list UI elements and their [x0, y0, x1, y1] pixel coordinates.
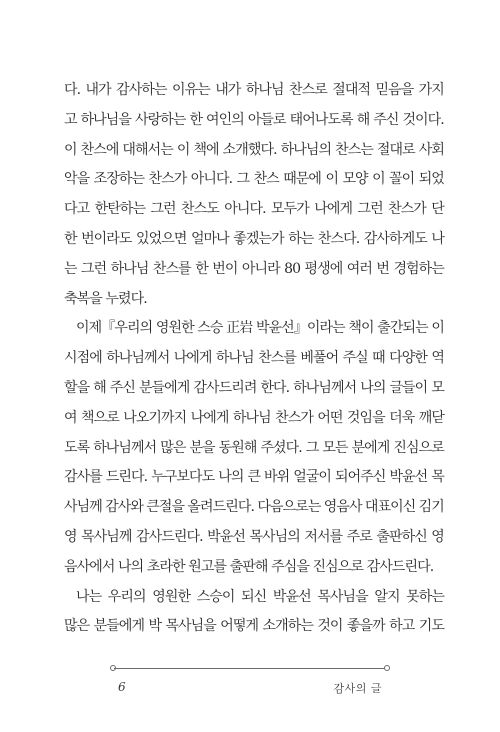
text-line: 많은 분들에게 박 목사님을 어떻게 소개하는 것이 좋을까 하고 기도	[64, 618, 444, 635]
text-line: 음사에서 나의 초라한 원고를 출판해 주심을 진심으로 감사드린다.	[64, 558, 434, 575]
running-title: 감사의 글	[333, 682, 382, 695]
divider-line	[114, 668, 386, 669]
text-line: 고 하나님을 사랑하는 한 여인의 아들로 태어나도록 해 주신 것이다.	[64, 111, 444, 128]
text-line: 이제『우리의 영원한 스승 正岩 박윤선』이라는 책이 출간되는 이	[76, 320, 444, 337]
text-line: 축복을 누렸다.	[64, 290, 147, 307]
divider-right-ornament	[384, 665, 390, 671]
footer-divider	[110, 665, 390, 673]
text-line: 할을 해 주신 분들에게 감사드리려 한다. 하나님께서 나의 글들이 모	[64, 379, 444, 396]
text-line: 이 찬스에 대해서는 이 책에 소개했다. 하나님의 찬스는 절대로 사회	[64, 141, 444, 158]
text-line: 는 그런 하나님 찬스를 한 번이 아니라 80 평생에 여러 번 경험하는	[64, 260, 444, 277]
text-line: 한 번이라도 있었으면 얼마나 좋겠는가 하는 찬스다. 감사하게도 나	[64, 230, 444, 247]
text-line: 시점에 하나님께서 나에게 하나님 찬스를 베풀어 주실 때 다양한 역	[64, 350, 444, 367]
text-line: 나는 우리의 영원한 스승이 되신 박윤선 목사님을 알지 못하는	[76, 588, 444, 605]
text-line: 도록 하나님께서 많은 분을 동원해 주셨다. 그 모든 분에게 진심으로	[64, 439, 444, 456]
text-line: 다. 내가 감사하는 이유는 내가 하나님 찬스로 절대적 믿음을 가지	[64, 82, 444, 98]
page-number: 6	[118, 680, 126, 694]
text-line: 다고 한탄하는 그런 찬스도 아니다. 모두가 나에게 그런 찬스가 단	[64, 201, 444, 218]
body-text	[64, 76, 444, 642]
text-line: 영 목사님께 감사드린다. 박윤선 목사님의 저서를 주로 출판하신 영	[64, 528, 444, 545]
text-line: 감사를 드린다. 누구보다도 나의 큰 바위 얼굴이 되어주신 박윤선 목	[64, 469, 444, 486]
text-line: 악을 조장하는 찬스가 아니다. 그 찬스 때문에 이 모양 이 꼴이 되었	[64, 171, 444, 188]
text-line: 여 책으로 나오기까지 나에게 하나님 찬스가 어떤 것임을 더욱 깨닫	[64, 409, 444, 426]
text-line: 사님께 감사와 큰절을 올려드린다. 다음으로는 영음사 대표이신 김기	[64, 499, 444, 516]
